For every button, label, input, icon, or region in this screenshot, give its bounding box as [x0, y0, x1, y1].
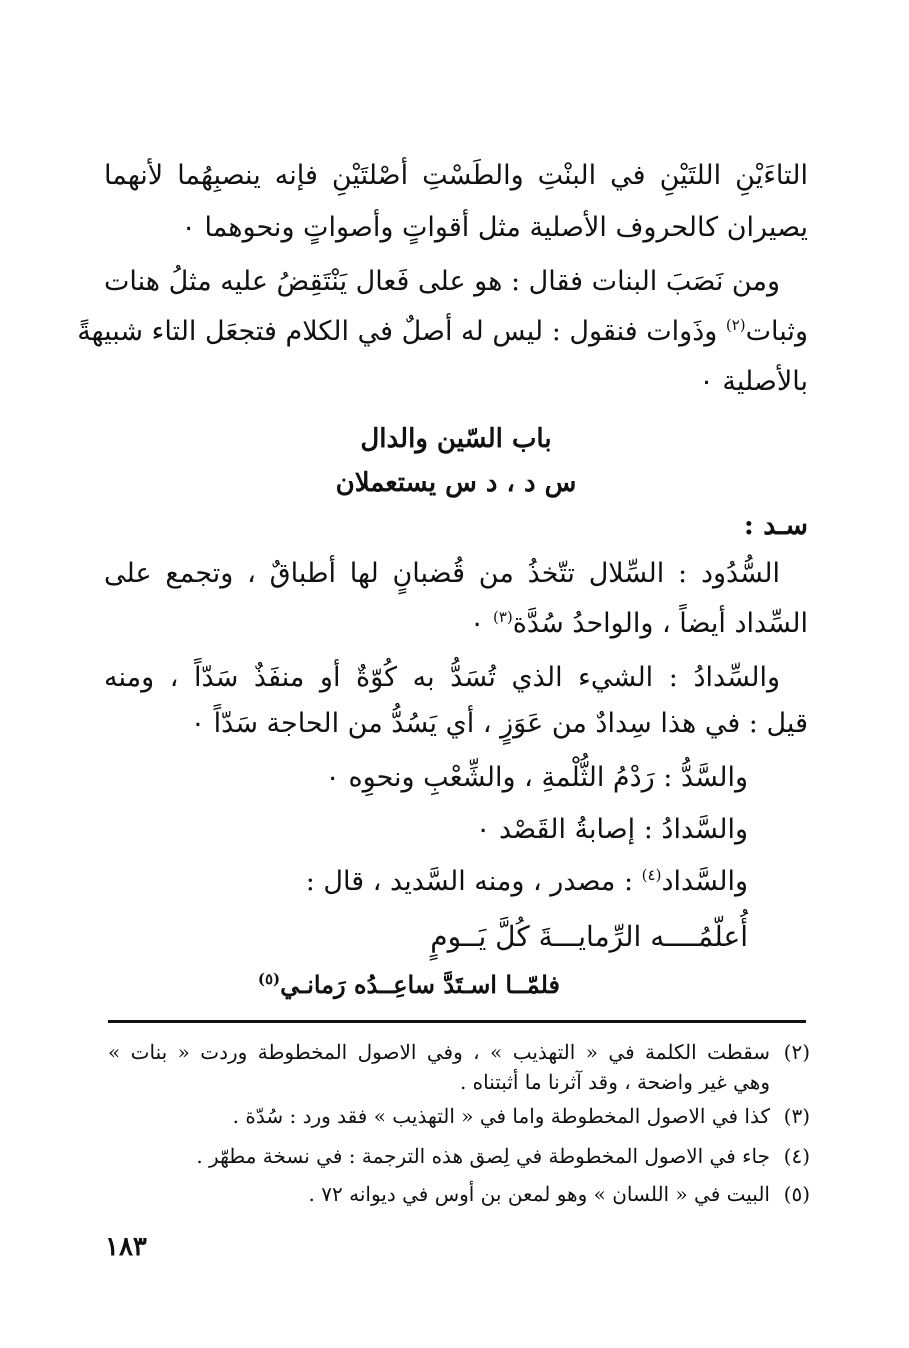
entry-text: قيل : في هذا سِدادٌ من عَوَزٍ ، أي يَسُدُّ من الحاجة سَدّاً ٠: [190, 708, 808, 739]
footnote-text: كذا في الاصول المخطوطة واما في « التهذيب » فقد ورد : سُدّة .: [232, 1104, 770, 1128]
footnote-text: سقطت الكلمة في « التهذيب » ، وفي الاصول المخطوطة وردت « بنات »: [108, 1040, 770, 1064]
body-text: التاءَيْنِ اللتَيْنِ في البنْتِ والطَسْتِ أصْلتَيْنِ فإنه ينصبِهُما لأنهما: [104, 160, 808, 191]
entry-text: : مصدر ، ومنه السَّديد ، قال :: [305, 866, 642, 897]
body-line: [104, 160, 808, 191]
entry-line: [104, 608, 808, 639]
body-line: [104, 212, 808, 243]
entry-text: والسَّدادُ : إصابةُ القَصْد ٠: [475, 814, 748, 845]
footnote-number: (٤): [783, 1144, 810, 1168]
body-line: [104, 366, 808, 397]
footnote-divider: [108, 1020, 806, 1023]
body-text: ومن نَصَبَ البنات فقال : هو على فَعال يَنْتَقِضُ عليه مثلُ هنات: [104, 266, 780, 297]
entry-line: [104, 558, 780, 589]
page-number: ١٨٣: [105, 1232, 147, 1262]
footnote-text: البيت في « اللسان » وهو لمعن بن أوس في ديوانه ٧٢ .: [308, 1182, 770, 1206]
body-line: [77, 316, 808, 347]
footnote-ref: (٢): [725, 316, 746, 334]
entry-text: السُّدُود : السِّلال تتّخذُ من قُضبانٍ لها أطباقٌ ، وتجمع على: [104, 558, 780, 589]
body-text: وثبات: [745, 316, 808, 347]
entry-text: السِّداد أيضاً ، والواحدُ سُدَّة: [512, 608, 808, 639]
verse-text: أُعلّمُــــه الرِّمايـــةَ كُلَّ يَــومٍ: [430, 920, 748, 953]
entry-line: [104, 866, 748, 897]
section-heading: باب السّين والدال: [360, 424, 552, 454]
body-text: يصيران كالحروف الأصلية مثل أقواتٍ وأصواتٍ ونحوهما ٠: [181, 212, 808, 243]
body-line: [104, 266, 780, 297]
body-text: وذَوات فنقول : ليس له أصلٌ في الكلام فتجعَل التاء شبيهةً: [77, 316, 726, 347]
verse-text: فلمّــا اسـتَدَّ ساعِــدُه رَمانـي: [280, 970, 560, 999]
entry-text: والسَّداد: [661, 866, 748, 897]
entry-line: [104, 762, 748, 793]
entry-line: [104, 662, 780, 693]
footnote-number: (٥): [783, 1182, 810, 1206]
footnote: [108, 1040, 810, 1096]
root-label: سـد :: [743, 510, 808, 541]
entry-line: [104, 814, 748, 845]
footnote-ref: (٣): [492, 608, 513, 626]
footnote-text: جاء في الاصول المخطوطة في لِصق هذه الترجمة : في نسخة مطهّر .: [196, 1144, 770, 1168]
footnote-number: (٣): [783, 1104, 810, 1128]
footnote-text: وهي غير واضحة ، وقد آثرنا ما أثبتناه .: [459, 1070, 770, 1094]
entry-text: والسَّدُّ : رَدْمُ الثُّلْمةِ ، والشِّعْبِ ونحوِه ٠: [325, 762, 748, 793]
entry-text: والسِّدادُ : الشيء الذي تُسَدُّ به كُوّةٌ أو منفَذٌ سَدّاً ، ومنه: [104, 662, 780, 693]
footnote-ref: (٤): [641, 866, 662, 884]
footnote: [108, 1104, 810, 1134]
footnote-number: (٢): [783, 1040, 810, 1064]
footnote-ref: (٥): [257, 970, 281, 988]
verse-line: [150, 970, 560, 999]
entry-text: ٠: [469, 608, 493, 639]
section-subheading: س د ، د س يستعملان: [335, 468, 577, 498]
footnote: [108, 1182, 810, 1212]
verse-line: [104, 920, 748, 953]
entry-line: [104, 708, 808, 739]
body-text: بالأصلية ٠: [699, 366, 808, 397]
footnote: [108, 1144, 810, 1174]
